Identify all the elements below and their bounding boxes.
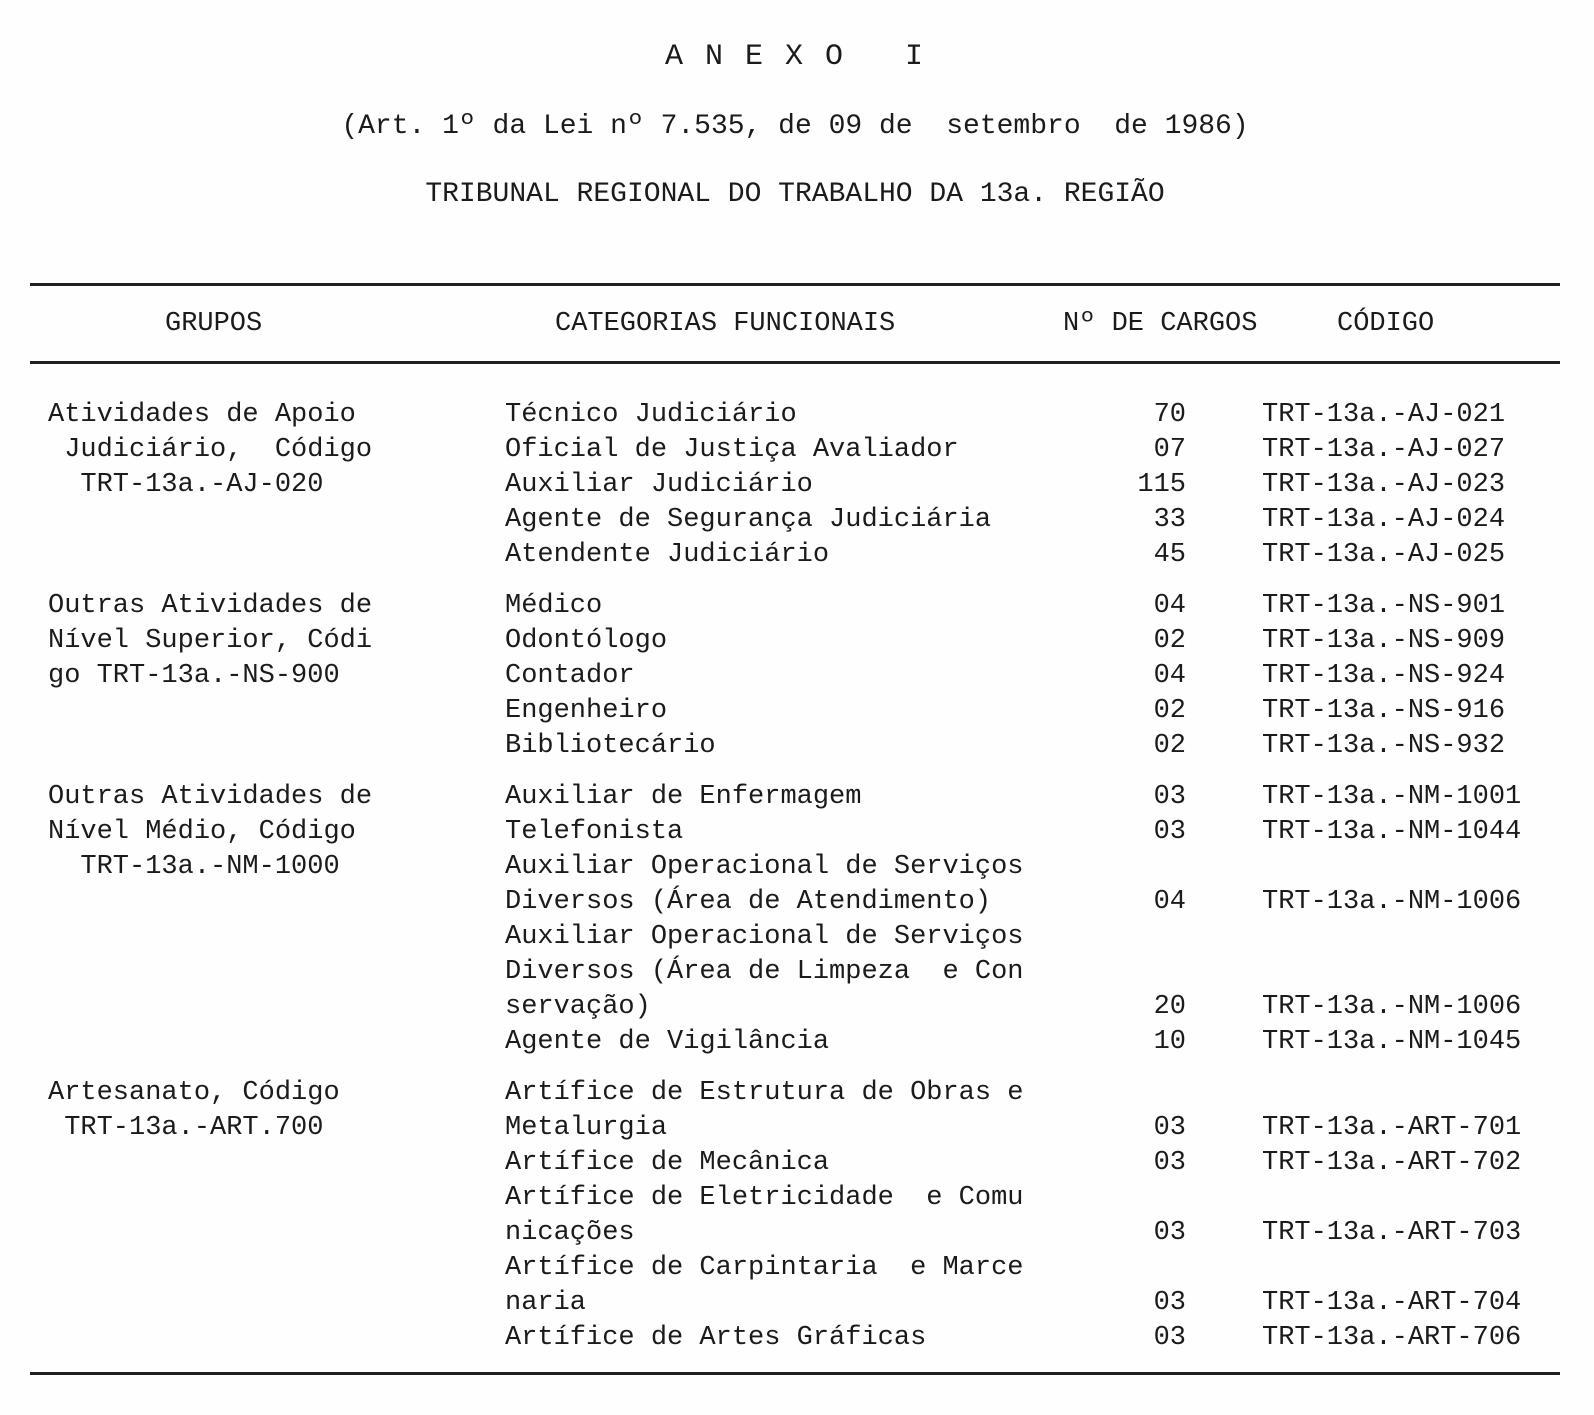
cargos-cell: 33 bbox=[1153, 505, 1186, 535]
table-row bbox=[505, 1181, 1560, 1216]
codigo-cell: TRT-13a.-NS-901 bbox=[1262, 591, 1506, 621]
categoria-cell: Médico bbox=[505, 591, 603, 621]
table-row bbox=[505, 920, 1560, 955]
grupo-line: Atividades de Apoio bbox=[48, 400, 356, 430]
grupo-line: Nível Superior, Códi bbox=[48, 626, 373, 656]
codigo-cell bbox=[1210, 955, 1560, 990]
categoria-cell: Metalurgia bbox=[505, 1113, 668, 1143]
table-row bbox=[505, 850, 1560, 885]
codigo-cell: TRT-13a.-ART-706 bbox=[1262, 1323, 1522, 1353]
table-row bbox=[505, 885, 1560, 920]
table-row bbox=[505, 1111, 1560, 1146]
table-row bbox=[505, 398, 1560, 433]
codigo-cell: TRT-13a.-ART-701 bbox=[1262, 1113, 1522, 1143]
group-lines bbox=[505, 589, 1560, 764]
cargos-cell: 04 bbox=[1153, 591, 1186, 621]
table-row bbox=[505, 955, 1560, 990]
cargos-cell: 02 bbox=[1153, 731, 1186, 761]
categoria-cell: Agente de Vigilância bbox=[505, 1027, 830, 1057]
codigo-cell: TRT-13a.-AJ-027 bbox=[1262, 435, 1506, 465]
codigo-cell: TRT-13a.-AJ-021 bbox=[1262, 400, 1506, 430]
table-row bbox=[505, 659, 1560, 694]
categoria-cell: Bibliotecário bbox=[505, 731, 716, 761]
cargos-cell bbox=[1040, 1076, 1210, 1111]
column-header-num-de-cargos: Nº DE CARGOS bbox=[1063, 308, 1258, 339]
grupo-line: go TRT-13a.-NS-900 bbox=[48, 661, 340, 691]
cargos-cell: 03 bbox=[1153, 1218, 1186, 1248]
cargos-cell: 07 bbox=[1153, 435, 1186, 465]
categoria-cell: Diversos (Área de Atendimento) bbox=[505, 887, 992, 917]
cargos-cell bbox=[1040, 1181, 1210, 1216]
categoria-cell: Odontólogo bbox=[505, 626, 668, 656]
cargos-cell bbox=[1040, 1251, 1210, 1286]
categoria-cell: Técnico Judiciário bbox=[505, 400, 797, 430]
table-group bbox=[30, 1076, 1560, 1356]
table-row bbox=[505, 815, 1560, 850]
categoria-cell: Agente de Segurança Judiciária bbox=[505, 505, 992, 535]
grupo-cell bbox=[30, 589, 505, 764]
codigo-cell bbox=[1210, 850, 1560, 885]
cargos-cell: 03 bbox=[1153, 1288, 1186, 1318]
categoria-cell: Artífice de Carpintaria e Marce bbox=[505, 1253, 1024, 1283]
document-title: A N E X O I bbox=[664, 40, 926, 74]
categoria-cell: servação) bbox=[505, 992, 651, 1022]
categoria-cell: Auxiliar Judiciário bbox=[505, 470, 813, 500]
table-row bbox=[505, 1286, 1560, 1321]
codigo-cell bbox=[1210, 1181, 1560, 1216]
table-row bbox=[505, 1321, 1560, 1356]
document-org-line: TRIBUNAL REGIONAL DO TRABALHO DA 13a. REGIÃO bbox=[425, 179, 1165, 210]
grupo-line: Judiciário, Código bbox=[48, 435, 373, 465]
codigo-cell: TRT-13a.-AJ-025 bbox=[1262, 540, 1506, 570]
table-row bbox=[505, 694, 1560, 729]
cargos-cell: 02 bbox=[1153, 626, 1186, 656]
column-header-categorias: CATEGORIAS FUNCIONAIS bbox=[555, 308, 896, 339]
codigo-cell bbox=[1210, 920, 1560, 955]
categoria-cell: Auxiliar Operacional de Serviços bbox=[505, 852, 1024, 882]
table-row bbox=[505, 468, 1560, 503]
cargos-cell bbox=[1040, 920, 1210, 955]
cargos-cell: 04 bbox=[1153, 661, 1186, 691]
table-row bbox=[505, 990, 1560, 1025]
codigo-cell: TRT-13a.-ART-703 bbox=[1262, 1218, 1522, 1248]
document-subtitle: (Art. 1º da Lei nº 7.535, de 09 de setembro de 1986) bbox=[341, 111, 1249, 142]
codigo-cell bbox=[1210, 1076, 1560, 1111]
categoria-cell: Artífice de Artes Gráficas bbox=[505, 1323, 927, 1353]
codigo-cell: TRT-13a.-NS-909 bbox=[1262, 626, 1506, 656]
codigo-cell: TRT-13a.-NS-924 bbox=[1262, 661, 1506, 691]
table-bottom-rule bbox=[30, 1372, 1560, 1375]
cargos-cell: 70 bbox=[1153, 400, 1186, 430]
cargos-cell: 03 bbox=[1153, 782, 1186, 812]
categoria-cell: Atendente Judiciário bbox=[505, 540, 830, 570]
grupo-cell bbox=[30, 1076, 505, 1356]
codigo-cell: TRT-13a.-ART-704 bbox=[1262, 1288, 1522, 1318]
group-lines bbox=[505, 780, 1560, 1060]
codigo-cell: TRT-13a.-NS-916 bbox=[1262, 696, 1506, 726]
column-header-codigo: CÓDIGO bbox=[1337, 308, 1435, 339]
group-lines bbox=[505, 398, 1560, 573]
categoria-cell: Artífice de Mecânica bbox=[505, 1148, 830, 1178]
table-row bbox=[505, 1251, 1560, 1286]
codigo-cell: TRT-13a.-AJ-024 bbox=[1262, 505, 1506, 535]
table-row bbox=[505, 780, 1560, 815]
cargos-cell: 03 bbox=[1153, 1323, 1186, 1353]
cargos-cell: 03 bbox=[1153, 1148, 1186, 1178]
cargos-cell bbox=[1040, 850, 1210, 885]
codigo-cell: TRT-13a.-NM-1006 bbox=[1262, 992, 1522, 1022]
grupo-line: TRT-13a.-AJ-020 bbox=[48, 470, 324, 500]
table-group bbox=[30, 780, 1560, 1060]
table-row bbox=[505, 589, 1560, 624]
categoria-cell: nicações bbox=[505, 1218, 635, 1248]
column-header-grupos: GRUPOS bbox=[165, 308, 263, 339]
cargos-cell: 20 bbox=[1153, 992, 1186, 1022]
cargos-cell: 04 bbox=[1153, 887, 1186, 917]
categoria-cell: Telefonista bbox=[505, 817, 684, 847]
codigo-cell: TRT-13a.-NM-1006 bbox=[1262, 887, 1522, 917]
table-row bbox=[505, 1025, 1560, 1060]
grupo-line: Artesanato, Código bbox=[48, 1078, 340, 1108]
grupo-line: Outras Atividades de bbox=[48, 782, 373, 812]
categoria-cell: Engenheiro bbox=[505, 696, 668, 726]
grupo-line: Nível Médio, Código bbox=[48, 817, 356, 847]
codigo-cell: TRT-13a.-NM-1001 bbox=[1262, 782, 1522, 812]
table-row bbox=[505, 538, 1560, 573]
cargos-cell: 45 bbox=[1153, 540, 1186, 570]
codigo-cell bbox=[1210, 1251, 1560, 1286]
table-row bbox=[505, 729, 1560, 764]
cargos-cell: 10 bbox=[1153, 1027, 1186, 1057]
group-lines bbox=[505, 1076, 1560, 1356]
codigo-cell: TRT-13a.-NS-932 bbox=[1262, 731, 1506, 761]
cargos-cell bbox=[1040, 955, 1210, 990]
grupo-line: Outras Atividades de bbox=[48, 591, 373, 621]
codigo-cell: TRT-13a.-AJ-023 bbox=[1262, 470, 1506, 500]
categoria-cell: naria bbox=[505, 1288, 587, 1318]
categoria-cell: Contador bbox=[505, 661, 635, 691]
categoria-cell: Artífice de Eletricidade e Comu bbox=[505, 1183, 1024, 1213]
table-row bbox=[505, 503, 1560, 538]
grupo-line: TRT-13a.-NM-1000 bbox=[48, 852, 340, 882]
table-header bbox=[30, 286, 1560, 361]
table-row bbox=[505, 1216, 1560, 1251]
table-row bbox=[505, 624, 1560, 659]
table-group bbox=[30, 398, 1560, 573]
grupo-cell bbox=[30, 398, 505, 573]
codigo-cell: TRT-13a.-NM-1044 bbox=[1262, 817, 1522, 847]
table-row bbox=[505, 433, 1560, 468]
categoria-cell: Oficial de Justiça Avaliador bbox=[505, 435, 959, 465]
table-group bbox=[30, 589, 1560, 764]
codigo-cell: TRT-13a.-NM-1045 bbox=[1262, 1027, 1522, 1057]
cargos-cell: 02 bbox=[1153, 696, 1186, 726]
grupo-line: TRT-13a.-ART.700 bbox=[48, 1113, 324, 1143]
cargos-cell: 03 bbox=[1153, 1113, 1186, 1143]
categoria-cell: Artífice de Estrutura de Obras e bbox=[505, 1078, 1024, 1108]
categoria-cell: Auxiliar Operacional de Serviços bbox=[505, 922, 1024, 952]
table-row bbox=[505, 1146, 1560, 1181]
categoria-cell: Auxiliar de Enfermagem bbox=[505, 782, 862, 812]
cargos-cell: 115 bbox=[1137, 470, 1186, 500]
table-row bbox=[505, 1076, 1560, 1111]
table-body bbox=[30, 364, 1560, 1356]
codigo-cell: TRT-13a.-ART-702 bbox=[1262, 1148, 1522, 1178]
cargos-cell: 03 bbox=[1153, 817, 1186, 847]
grupo-cell bbox=[30, 780, 505, 1060]
categoria-cell: Diversos (Área de Limpeza e Con bbox=[505, 957, 1024, 987]
